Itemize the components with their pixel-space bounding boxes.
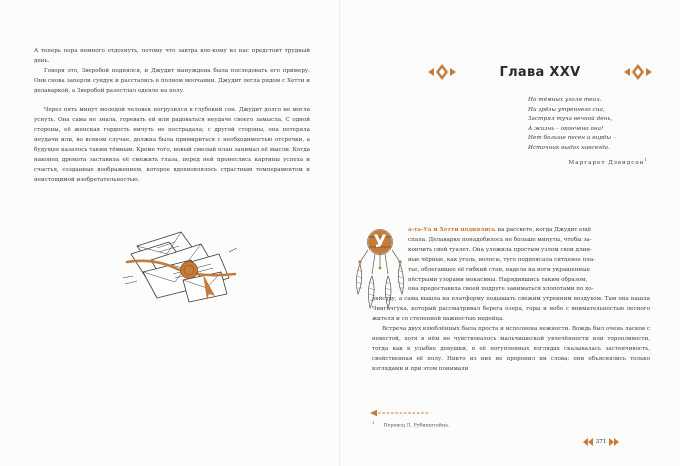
arrow-icon — [370, 409, 430, 417]
epigraph-line: Нет больше песен и вирды – — [528, 135, 616, 142]
footnote-mark: 1 — [372, 420, 375, 425]
right-paragraph: зяйству, а сама вышла на платформу подышать свежим утренним воздухом. Там она нашла Чингачгука, который рассматривал берега озера, горы и небо с внимательностью лесного жителя и со степенной важностью индейца. — [372, 296, 650, 323]
left-paragraph: А теперь пора немного отдохнуть, потому что завтра кое-кому из нас предстоит трудный день. — [34, 48, 310, 64]
right-page-text — [372, 226, 650, 375]
opening-line — [408, 226, 650, 236]
lead-in: а-та-Уа и Хетти поднялись — [408, 227, 496, 233]
epigraph-author-name: Маргарет Дэвидсон — [568, 159, 645, 166]
footnote-text: Перевод Л. Рубинштейна. — [383, 423, 450, 429]
page-ornament-left-icon — [583, 438, 593, 446]
left-page-text — [34, 47, 310, 186]
right-paragraph: Встреча двух влюблённых была проста и исполнена нежности. Вождь был очень ласков с невестой, хотя в нём не чувствовалось мальчишеской увлечённости или торопливости, тогда как в улыбке девушки, в её потупленных взглядах сказывалась застенчивость, свойственная её полу. Никто из них не проронил ни слова; они объяснялись только взглядами и при этом понимали — [372, 326, 650, 372]
drop-cap-letter: У — [373, 232, 387, 252]
chapter-ornament-icon — [426, 63, 458, 81]
epigraph-line: Но тёмных уголя теол. — [528, 97, 602, 103]
footnote-mark: 1 — [644, 156, 648, 162]
epigraph-line: А жизнь – окончена она! — [528, 125, 604, 132]
footnote — [372, 420, 450, 429]
chapter-title: Глава XXV — [499, 64, 581, 80]
epigraph-line: Источник выдох навсегда. — [528, 144, 610, 151]
text-line: пёстрыми узорами мокасины. Нарядившись таким образом, — [408, 276, 588, 283]
text-line: тье, облегавшее её гибкий стан, надела на ноги украшенные — [408, 266, 590, 273]
text-line: ные чёрные, как уголь, волосы, туго подпоясала ситцевое пла- — [408, 256, 596, 263]
page-number-text: 371 — [595, 439, 607, 445]
epigraph-author — [528, 155, 648, 168]
epigraph-line: Застрял туча вечной день, — [528, 116, 613, 123]
lead-rest: на рассвете, когда Джудит ещё — [495, 227, 592, 233]
text-line: кончить свой туалет. Она уложила простым узлом свои длин- — [408, 246, 592, 253]
letters-illustration-icon — [123, 224, 241, 310]
epigraph — [528, 96, 648, 168]
left-paragraph: Через пять минут молодой человек погрузился в глубокий сон. Джудит долго не могла уснуть. Она сама не знала, горевать ей или радоваться неудаче своего замысла. С одной стороны, её женская гордость ничуть не пострадала; с другой стороны, она потеряла неудачи или, во всяком случае, должна была примириться с необходимостью отсрочки, а будущее казалось таким тёмным. Кроме того, новый смелый план занимал её мысли. Когда наконец дремота заставила её смежить глаза, перед ней пронеслись картины успеха и счастья, созданные воображением, которое вдохновлялось страстным темпераментом и неистощимой изобретательностью. — [34, 107, 310, 183]
epigraph-line: Ни грёзы утреннего сна, — [528, 106, 605, 113]
chapter-heading — [426, 59, 654, 85]
left-paragraph: Говоря это, Зверобой поднялся, и Джудит вынуждена была последовать его примеру. Они снова заперли сундук и расстались в полном молчании. Джудит легла рядом с Хетти и делаваркой, а Зверобой разостлал одеяло на полу. — [34, 67, 310, 94]
chapter-ornament-icon — [622, 63, 654, 81]
page-ornament-right-icon — [609, 438, 619, 446]
text-line: спала. Делаварке понадобилось не больше минуты, чтобы за- — [408, 236, 592, 243]
page-number — [571, 436, 631, 448]
text-line: она предоставила своей подруге заниматься хлопотами по хо- — [408, 286, 594, 293]
